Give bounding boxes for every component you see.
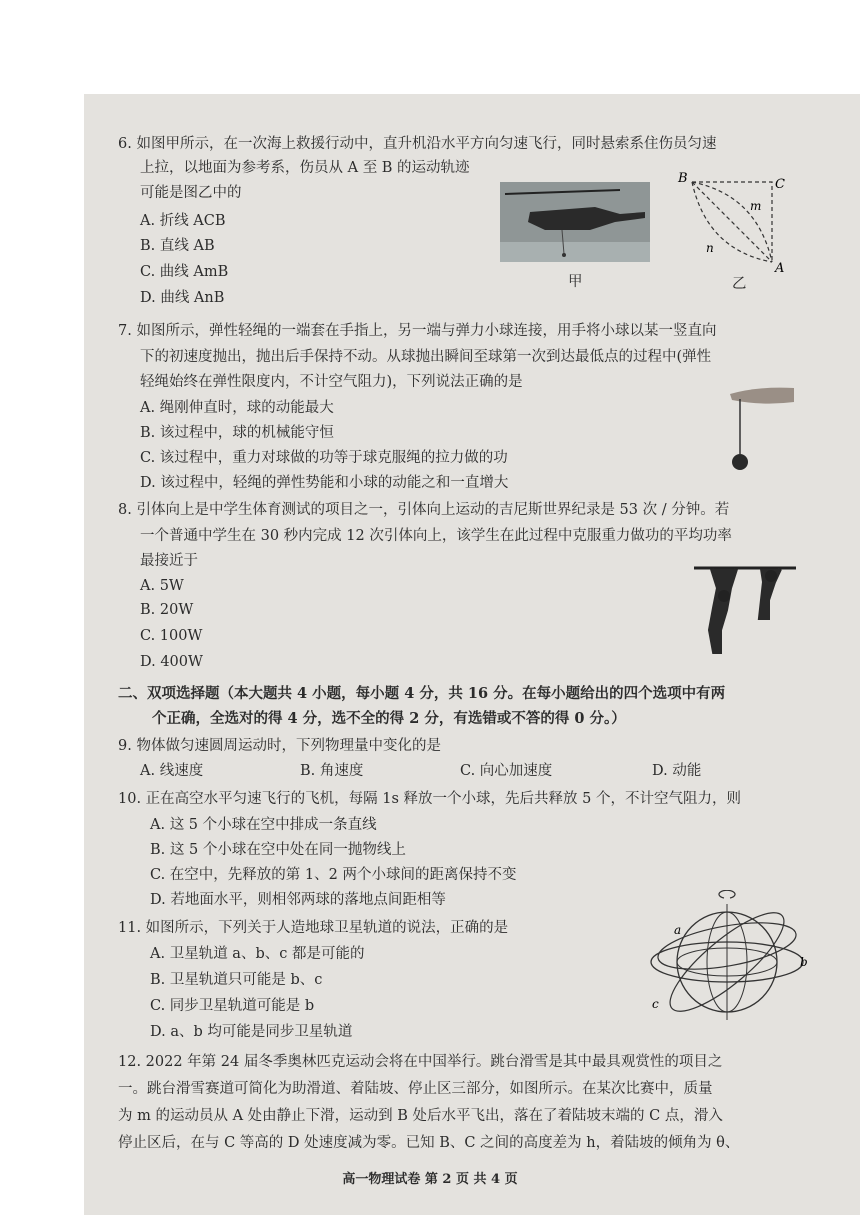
- q7-stem-line3: 轻绳始终在弹性限度内，不计空气阻力)，下列说法正确的是: [140, 374, 523, 390]
- q8-option-d: D. 400W: [140, 654, 203, 670]
- figure-jia-label: 甲: [568, 274, 583, 290]
- helicopter-photo: [500, 182, 650, 262]
- point-a-label: A: [775, 261, 785, 276]
- q7-stem-line1: 7. 如图所示，弹性轻绳的一端套在手指上，另一端与弹力小球连接，用手将小球以某一竖直向: [118, 323, 717, 339]
- q11-option-b: B. 卫星轨道只可能是 b、c: [150, 972, 323, 988]
- orbit-b-label: b: [800, 955, 808, 969]
- page-footer: 高一物理试卷 第 2 页 共 4 页: [342, 1172, 518, 1187]
- q11-option-d: D. a、b 均可能是同步卫星轨道: [150, 1024, 353, 1040]
- q7-option-c: C. 该过程中，重力对球做的功等于球克服绳的拉力做的功: [140, 450, 508, 466]
- q7-option-a: A. 绳刚伸直时，球的动能最大: [140, 400, 334, 416]
- point-b-label: B: [678, 171, 688, 186]
- curve-m-label: m: [750, 199, 762, 213]
- q6-option-a: A. 折线 ACB: [140, 213, 226, 229]
- orbit-a-label: a: [674, 923, 682, 937]
- q10-option-d: D. 若地面水平，则相邻两球的落地点间距相等: [150, 892, 446, 908]
- q6-stem-line1: 6. 如图甲所示，在一次海上救援行动中，直升机沿水平方向匀速飞行，同时悬索系住伤员匀速: [118, 136, 717, 152]
- q9-option-c: C. 向心加速度: [460, 763, 553, 779]
- q6-option-c: C. 曲线 AmB: [140, 264, 229, 280]
- q10-option-c: C. 在空中，先释放的第 1、2 两个小球间的距离保持不变: [150, 867, 517, 883]
- orbit-c-label: c: [652, 997, 659, 1011]
- q9-option-a: A. 线速度: [140, 763, 204, 779]
- q9-option-d: D. 动能: [652, 763, 702, 779]
- q11-option-a: A. 卫星轨道 a、b、c 都是可能的: [150, 946, 365, 962]
- q12-stem-line3: 为 m 的运动员从 A 处由静止下滑，运动到 B 处后水平飞出，落在了着陆坡末端的 C 点，滑入: [118, 1108, 723, 1124]
- q6-option-b: B. 直线 AB: [140, 238, 215, 254]
- q10-stem: 10. 正在高空水平匀速飞行的飞机，每隔 1s 释放一个小球，先后共释放 5 个，不计空气阻力，则: [118, 791, 741, 807]
- q9-option-b: B. 角速度: [300, 763, 364, 779]
- q11-stem: 11. 如图所示，下列关于人造地球卫星轨道的说法，正确的是: [118, 920, 509, 936]
- q8-option-a: A. 5W: [140, 578, 184, 594]
- q12-stem-line1: 12. 2022 年第 24 届冬季奥林匹克运动会将在中国举行。跳台滑雪是其中最具观赏性的项目之: [118, 1054, 723, 1070]
- pull-up-figure: [690, 560, 800, 660]
- section2-header-line1: 二、双项选择题（本大题共 4 小题，每小题 4 分，共 16 分。在每小题给出的四个选项中有两: [118, 685, 726, 702]
- q8-option-b: B. 20W: [140, 602, 194, 618]
- q11-option-c: C. 同步卫星轨道可能是 b: [150, 998, 315, 1014]
- curve-n-label: n: [706, 241, 714, 255]
- q8-option-c: C. 100W: [140, 628, 203, 644]
- section2-header-line2: 个正确，全选对的得 4 分，选不全的得 2 分，有选错或不答的得 0 分。）: [152, 710, 626, 727]
- q7-stem-line2: 下的初速度抛出，抛出后手保持不动。从球抛出瞬间至球第一次到达最低点的过程中(弹性: [140, 349, 712, 365]
- q10-option-b: B. 这 5 个小球在空中处在同一抛物线上: [150, 842, 406, 858]
- q7-option-b: B. 该过程中，球的机械能守恒: [140, 425, 334, 441]
- q8-stem-line1: 8. 引体向上是中学生体育测试的项目之一，引体向上运动的吉尼斯世界纪录是 53 次 / 分钟。若: [118, 502, 730, 518]
- trajectory-diagram: [672, 170, 792, 280]
- q9-stem: 9. 物体做匀速圆周运动时，下列物理量中变化的是: [118, 738, 441, 754]
- q10-option-a: A. 这 5 个小球在空中排成一条直线: [150, 817, 377, 833]
- q6-stem-line3: 可能是图乙中的: [140, 185, 242, 201]
- q8-stem-line2: 一个普通中学生在 30 秒内完成 12 次引体向上，该学生在此过程中克服重力做功的平均功率: [140, 528, 732, 544]
- finger-elastic-ball-figure: [728, 382, 798, 477]
- satellite-orbit-diagram: [642, 890, 812, 1030]
- q6-option-d: D. 曲线 AnB: [140, 290, 225, 306]
- q12-stem-line2: 一。跳台滑雪赛道可简化为助滑道、着陆坡、停止区三部分，如图所示。在某次比赛中，质量: [118, 1081, 713, 1097]
- figure-yi-label: 乙: [732, 276, 747, 292]
- point-c-label: C: [775, 177, 785, 192]
- q12-stem-line4: 停止区后，在与 C 等高的 D 处速度减为零。已知 B、C 之间的高度差为 h，着陆坡的倾角为 θ、: [118, 1135, 740, 1151]
- q7-option-d: D. 该过程中，轻绳的弹性势能和小球的动能之和一直增大: [140, 475, 509, 491]
- q8-stem-line3: 最接近于: [140, 553, 198, 569]
- q6-stem-line2: 上拉，以地面为参考系，伤员从 A 至 B 的运动轨迹: [140, 160, 470, 176]
